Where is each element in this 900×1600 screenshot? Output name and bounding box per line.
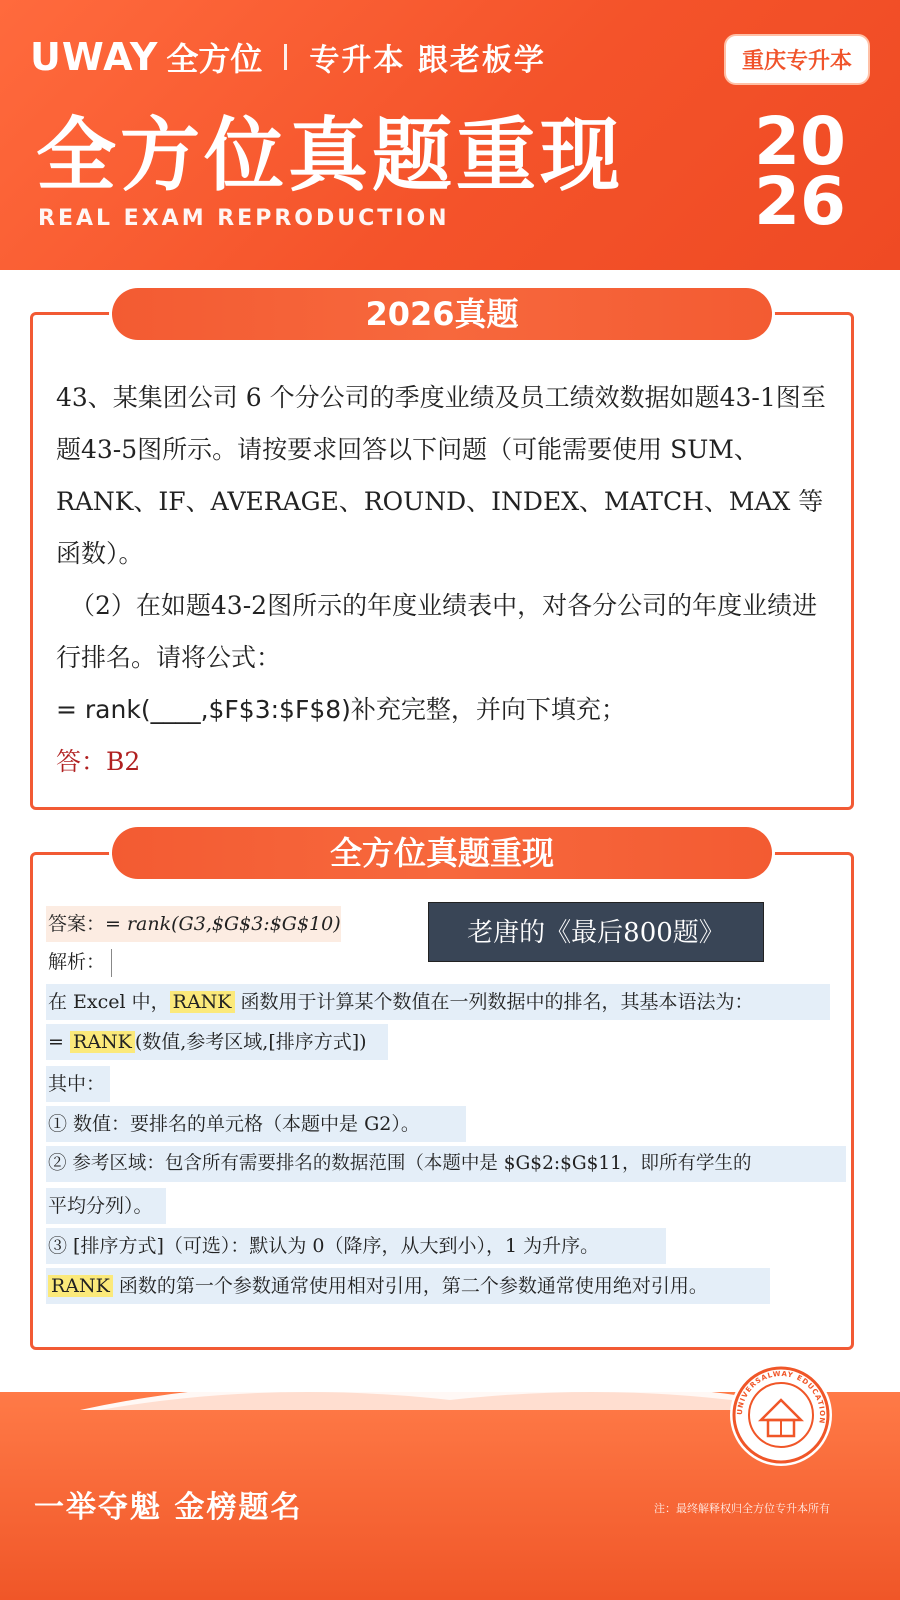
question-paragraph-1: 43、某集团公司 6 个分公司的季度业绩及员工绩效数据如题43-1图至题43-5图所示。请按要求回答以下问题（可能需要使用 SUM、RANK、IF、AVERAGE、ROUND、INDEX、MATCH、MAX 等函数）。 [56, 383, 826, 568]
brand-slogan: 专升本 跟老板学 [309, 43, 546, 78]
explain-line-1-pre: 在 Excel 中， [48, 991, 170, 1013]
education-seal-icon [728, 1362, 834, 1468]
brand-row [30, 34, 546, 80]
explain-line-8 [46, 1268, 770, 1304]
year-bottom: 26 [754, 163, 846, 240]
explain-line-2 [46, 1024, 388, 1060]
explain-line-7: ③ [排序方式]（可选）：默认为 0（降序，从大到小），1 为升序。 [46, 1228, 666, 1264]
analysis-label: 解析： [48, 951, 106, 973]
explain-line-1-post: 函数用于计算某个数值在一列数据中的排名，其基本语法为： [234, 991, 754, 1013]
page-subtitle: REAL EXAM REPRODUCTION [38, 206, 450, 231]
keyword-rank: RANK [70, 1031, 135, 1053]
explain-line-1 [46, 984, 830, 1020]
brand-divider [284, 44, 287, 70]
text-cursor [111, 949, 112, 977]
answer-line [46, 906, 341, 942]
answer-formula: = rank(G3,$G$3:$G$10) [105, 913, 341, 935]
question-text [56, 372, 836, 788]
keyword-rank: RANK [48, 1275, 113, 1297]
open-book-shape [80, 1370, 820, 1410]
region-badge: 重庆专升本 [724, 34, 870, 85]
answer-label: 答案： [48, 913, 106, 935]
question-formula: = rank(____,$F$3:$F$8)补充完整，并向下填充； [56, 695, 626, 724]
section-pill-reproduction: 全方位真题重现 [112, 827, 772, 879]
section-pill-exam: 2026真题 [112, 288, 772, 340]
explain-line-6: 平均分列）。 [46, 1188, 166, 1224]
footer-note: 注：最终解释权归全方位专升本所有 [654, 1502, 830, 1515]
explain-line-2-post: (数值,参考区域,[排序方式]) [134, 1031, 367, 1053]
explain-line-3: 其中： [46, 1066, 110, 1102]
brand-logo: UWAY [30, 35, 159, 79]
explain-line-4: ① 数值：要排名的单元格（本题中是 G2）。 [46, 1106, 466, 1142]
header-banner [0, 0, 900, 270]
page-title: 全方位真题重现 [36, 109, 624, 202]
year-label [740, 103, 860, 240]
book-tag: 老唐的《最后800题》 [428, 902, 764, 962]
footer-slogan: 一举夺魁 金榜题名 [34, 1490, 303, 1525]
seal-text: UNIVERSALWAY EDUCATION [735, 1369, 827, 1425]
question-paragraph-2: （2）在如题43-2图所示的年度业绩表中，对各分公司的年度业绩进行排名。请将公式： [56, 591, 818, 672]
explain-line-8-post: 函数的第一个参数通常使用相对引用，第二个参数通常使用绝对引用。 [112, 1275, 708, 1297]
analysis-line [46, 944, 112, 980]
explain-line-5: ② 参考区域：包含所有需要排名的数据范围（本题中是 $G$2:$G$11，即所有学生的 [46, 1146, 846, 1182]
keyword-rank: RANK [170, 991, 235, 1013]
question-answer: 答：B2 [56, 747, 141, 776]
year-top: 20 [754, 103, 846, 180]
explain-line-2-pre: = [48, 1031, 70, 1053]
brand-name: 全方位 [166, 40, 263, 78]
